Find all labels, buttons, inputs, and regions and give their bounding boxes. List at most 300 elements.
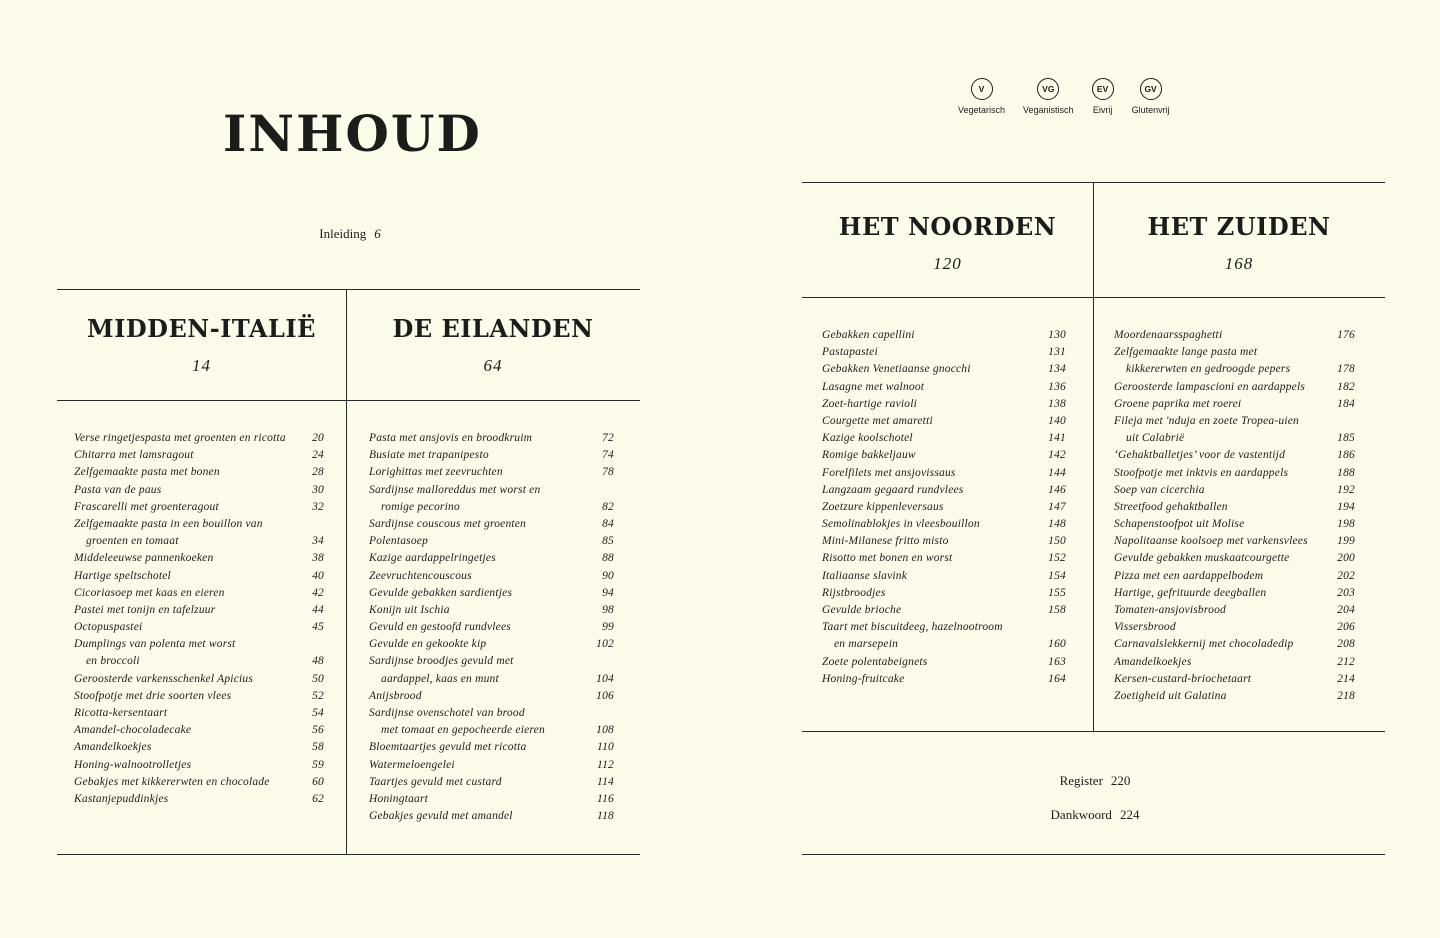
recipe-page: 147 bbox=[1048, 500, 1066, 513]
recipe-name: Frascarelli met groenteragout bbox=[74, 500, 219, 513]
recipe-entry[interactable] bbox=[74, 671, 324, 688]
recipe-name: Carnavalslekkernij met chocoladedip bbox=[1114, 638, 1294, 651]
recipe-entry[interactable] bbox=[74, 482, 324, 499]
divider bbox=[802, 731, 1385, 732]
recipe-entry[interactable] bbox=[822, 344, 1066, 361]
recipe-entry[interactable] bbox=[369, 447, 614, 464]
recipe-name: Streetfood gehaktballen bbox=[1114, 500, 1228, 513]
recipe-name: Busiate met trapanipesto bbox=[369, 449, 489, 462]
recipe-name: Vissersbrood bbox=[1114, 621, 1176, 634]
section-page: 168 bbox=[1224, 254, 1254, 273]
recipe-name: Zelfgemaakte pasta in een bouillon van bbox=[74, 517, 263, 530]
recipe-page: 140 bbox=[1048, 414, 1066, 427]
recipe-name: Octopuspastei bbox=[74, 621, 143, 634]
intro-page: 6 bbox=[374, 226, 381, 241]
recipe-page: 94 bbox=[602, 586, 614, 599]
recipe-page: 136 bbox=[1048, 380, 1066, 393]
recipe-page: 20 bbox=[312, 432, 324, 444]
recipe-page: 141 bbox=[1048, 432, 1066, 445]
recipe-name: Groene paprika met roerei bbox=[1114, 397, 1242, 410]
recipe-name: Geroosterde varkensschenkel Apicius bbox=[74, 672, 254, 685]
recipe-page: 163 bbox=[1048, 655, 1066, 668]
back-matter-page: 220 bbox=[1110, 773, 1131, 788]
recipe-page: 204 bbox=[1337, 604, 1355, 616]
recipe-entry[interactable] bbox=[822, 447, 1066, 464]
recipe-entry[interactable] bbox=[1114, 602, 1355, 619]
recipe-name: Zoete polentabeignets bbox=[822, 655, 928, 668]
diet-legend bbox=[958, 78, 1188, 115]
recipe-name: Courgette met amaretti bbox=[822, 414, 933, 427]
recipe-entry[interactable] bbox=[1114, 636, 1355, 653]
recipe-entry[interactable] bbox=[74, 602, 324, 619]
recipe-name: Honing-fruitcake bbox=[822, 672, 905, 685]
recipe-page: 148 bbox=[1048, 518, 1066, 531]
section-page: 14 bbox=[192, 356, 211, 375]
recipe-name: Gevulde gebakken sardientjes bbox=[369, 586, 513, 599]
recipe-page: 118 bbox=[597, 810, 614, 823]
recipe-entry[interactable] bbox=[74, 791, 324, 808]
recipe-name: Taart met biscuitdeeg, hazelnootroom bbox=[822, 621, 1003, 634]
recipe-entry[interactable] bbox=[369, 533, 614, 550]
recipe-entry[interactable] bbox=[1114, 619, 1355, 636]
recipe-name: Zoet-hartige ravioli bbox=[822, 397, 918, 410]
recipe-page: 30 bbox=[312, 483, 324, 496]
section-title: HET NOORDEN bbox=[838, 212, 1057, 241]
recipe-page: 131 bbox=[1048, 346, 1066, 359]
recipe-name: Polentasoep bbox=[369, 535, 429, 548]
section-header-het-zuiden[interactable] bbox=[1093, 212, 1385, 274]
recipe-name: Mini-Milanese fritto misto bbox=[822, 535, 949, 548]
intro-label: Inleiding bbox=[319, 226, 367, 241]
recipe-name: en marsepein bbox=[834, 638, 899, 651]
divider bbox=[57, 400, 640, 401]
recipe-entry[interactable] bbox=[1114, 482, 1355, 499]
recipe-list-midden-italie bbox=[74, 430, 324, 808]
back-matter-page: 224 bbox=[1119, 807, 1140, 822]
recipe-page: 104 bbox=[596, 672, 614, 685]
recipe-page: 202 bbox=[1337, 569, 1355, 582]
recipe-entry[interactable] bbox=[74, 568, 324, 585]
recipe-entry[interactable] bbox=[822, 430, 1066, 447]
recipe-name: Kersen-custard-briochetaart bbox=[1114, 672, 1252, 685]
recipe-page: 102 bbox=[596, 638, 614, 651]
recipe-page: 84 bbox=[602, 517, 614, 530]
recipe-name: Lasagne met walnoot bbox=[822, 380, 925, 393]
recipe-entry[interactable] bbox=[369, 516, 614, 533]
recipe-page: 110 bbox=[597, 741, 614, 754]
recipe-page: 106 bbox=[596, 689, 614, 702]
recipe-entry[interactable] bbox=[369, 722, 614, 739]
recipe-entry[interactable] bbox=[822, 533, 1066, 550]
recipe-entry[interactable] bbox=[74, 533, 324, 550]
recipe-entry[interactable] bbox=[74, 757, 324, 774]
recipe-page: 42 bbox=[312, 586, 324, 599]
recipe-page: 108 bbox=[596, 724, 614, 737]
recipe-entry[interactable] bbox=[822, 465, 1066, 482]
recipe-name: Honingtaart bbox=[369, 792, 429, 805]
recipe-entry[interactable] bbox=[74, 619, 324, 636]
recipe-name: Moordenaarsspaghetti bbox=[1114, 329, 1223, 341]
recipe-name: Ricotta-kersentaart bbox=[74, 707, 168, 719]
recipe-entry[interactable] bbox=[1114, 688, 1355, 705]
recipe-entry[interactable] bbox=[74, 430, 324, 447]
recipe-name: Gebakken Venetiaanse gnocchi bbox=[822, 363, 971, 376]
recipe-entry[interactable] bbox=[74, 585, 324, 602]
acknowledgements-entry[interactable] bbox=[1000, 807, 1190, 823]
recipe-entry[interactable] bbox=[1114, 344, 1355, 361]
recipe-page: 44 bbox=[312, 603, 324, 616]
recipe-entry[interactable] bbox=[74, 499, 324, 516]
recipe-page: 184 bbox=[1337, 397, 1355, 410]
recipe-page: 160 bbox=[1048, 638, 1066, 651]
recipe-page: 74 bbox=[602, 449, 614, 462]
recipe-entry[interactable] bbox=[369, 464, 614, 481]
recipe-page: 24 bbox=[312, 449, 324, 462]
recipe-entry[interactable] bbox=[369, 585, 614, 602]
recipe-page: 62 bbox=[312, 792, 324, 805]
divider bbox=[57, 854, 640, 855]
recipe-name: Konijn uit Ischia bbox=[369, 603, 450, 616]
recipe-page: 138 bbox=[1048, 397, 1066, 410]
recipe-name: romige pecorino bbox=[381, 500, 460, 513]
recipe-entry[interactable] bbox=[822, 482, 1066, 499]
legend-label: Vegetarisch bbox=[958, 105, 1006, 115]
recipe-name: Pasta met ansjovis en broodkruim bbox=[369, 432, 533, 444]
recipe-entry[interactable] bbox=[822, 361, 1066, 378]
recipe-entry[interactable] bbox=[822, 619, 1066, 636]
recipe-name: Gevulde brioche bbox=[822, 604, 902, 616]
recipe-name: uit Calabrië bbox=[1126, 432, 1185, 445]
recipe-entry[interactable] bbox=[1114, 430, 1355, 447]
recipe-name: Fileja met 'nduja en zoete Tropea-uien bbox=[1114, 414, 1299, 427]
recipe-name: Stoofpotje met inktvis en aardappels bbox=[1114, 466, 1289, 479]
recipe-name: Romige bakkeljauw bbox=[822, 449, 916, 462]
recipe-name: Honing-walnootrolletjes bbox=[74, 758, 192, 771]
recipe-entry[interactable] bbox=[74, 653, 324, 670]
recipe-entry[interactable] bbox=[369, 739, 614, 756]
legend-label: Veganistisch bbox=[1023, 105, 1074, 115]
recipe-entry[interactable] bbox=[74, 739, 324, 756]
section-header-midden-italie[interactable] bbox=[57, 314, 346, 376]
recipe-page: 142 bbox=[1048, 449, 1066, 462]
recipe-name: Sardijnse ovenschotel van brood bbox=[369, 707, 525, 719]
recipe-name: Gevulde gebakken muskaatcourgette bbox=[1114, 552, 1290, 565]
recipe-name: Gevuld en gestoofd rundvlees bbox=[369, 621, 511, 634]
recipe-page: 152 bbox=[1048, 552, 1066, 565]
recipe-name: groenten en tomaat bbox=[86, 535, 179, 548]
recipe-page: 192 bbox=[1337, 483, 1355, 496]
recipe-name: ‘Gehaktballetjes’ voor de vastentijd bbox=[1114, 449, 1286, 462]
recipe-name: Hartige speltschotel bbox=[74, 569, 171, 582]
recipe-entry[interactable] bbox=[1114, 447, 1355, 464]
recipe-page: 58 bbox=[312, 741, 324, 754]
recipe-page: 54 bbox=[312, 707, 324, 719]
recipe-page: 98 bbox=[602, 603, 614, 616]
recipe-entry[interactable] bbox=[822, 327, 1066, 344]
recipe-name: Lorighittas met zeevruchten bbox=[369, 466, 503, 479]
recipe-name: Zelfgemaakte pasta met bonen bbox=[74, 466, 220, 479]
recipe-entry[interactable] bbox=[369, 550, 614, 567]
recipe-page: 164 bbox=[1048, 672, 1066, 685]
recipe-page: 214 bbox=[1337, 672, 1355, 685]
section-title: MIDDEN-ITALIË bbox=[87, 314, 316, 343]
recipe-name: Amandel-chocoladecake bbox=[74, 724, 192, 737]
recipe-page: 199 bbox=[1337, 535, 1355, 548]
recipe-entry[interactable] bbox=[369, 482, 614, 499]
v-icon: V bbox=[971, 78, 993, 100]
recipe-entry[interactable] bbox=[822, 396, 1066, 413]
recipe-name: Risotto met bonen en worst bbox=[822, 552, 953, 565]
recipe-entry[interactable] bbox=[1114, 396, 1355, 413]
recipe-name: Pastapastei bbox=[822, 346, 878, 359]
recipe-page: 78 bbox=[602, 466, 614, 479]
section-header-de-eilanden[interactable] bbox=[346, 314, 640, 376]
recipe-name: Stoofpotje met drie soorten vlees bbox=[74, 689, 232, 702]
recipe-page: 82 bbox=[602, 500, 614, 513]
recipe-page: 50 bbox=[312, 672, 324, 685]
intro-entry[interactable] bbox=[250, 226, 450, 242]
recipe-page: 218 bbox=[1337, 689, 1355, 702]
recipe-name: Verse ringetjespasta met groenten en ricotta bbox=[74, 432, 286, 444]
divider bbox=[802, 854, 1385, 855]
recipe-name: Zelfgemaakte lange pasta met bbox=[1114, 346, 1258, 359]
recipe-page: 150 bbox=[1048, 535, 1066, 548]
recipe-entry[interactable] bbox=[74, 688, 324, 705]
recipe-entry[interactable] bbox=[822, 499, 1066, 516]
recipe-page: 38 bbox=[312, 552, 324, 565]
recipe-entry[interactable] bbox=[74, 550, 324, 567]
legend-label: Eivrij bbox=[1092, 105, 1113, 115]
recipe-name: en broccoli bbox=[86, 655, 140, 668]
recipe-entry[interactable] bbox=[369, 568, 614, 585]
recipe-entry[interactable] bbox=[1114, 671, 1355, 688]
recipe-name: Zoetigheid uit Galatina bbox=[1114, 689, 1227, 702]
recipe-name: Dumplings van polenta met worst bbox=[74, 638, 236, 651]
recipe-entry[interactable] bbox=[369, 602, 614, 619]
recipe-page: 198 bbox=[1337, 518, 1355, 531]
recipe-name: Zeevruchtencouscous bbox=[369, 569, 472, 582]
recipe-entry[interactable] bbox=[1114, 654, 1355, 671]
recipe-name: Chitarra met lamsragout bbox=[74, 449, 194, 462]
recipe-name: Hartige, gefrituurde deegballen bbox=[1114, 586, 1267, 599]
recipe-page: 203 bbox=[1337, 586, 1355, 599]
recipe-entry[interactable] bbox=[822, 379, 1066, 396]
legend-item bbox=[1132, 78, 1170, 115]
recipe-entry[interactable] bbox=[822, 671, 1066, 688]
recipe-entry[interactable] bbox=[1114, 550, 1355, 567]
recipe-page: 154 bbox=[1048, 569, 1066, 582]
legend-item bbox=[1092, 78, 1114, 115]
recipe-page: 182 bbox=[1337, 380, 1355, 393]
recipe-page: 34 bbox=[312, 535, 324, 548]
recipe-entry[interactable] bbox=[74, 636, 324, 653]
recipe-page: 88 bbox=[602, 552, 614, 565]
recipe-page: 28 bbox=[312, 466, 324, 479]
vg-icon: VG bbox=[1037, 78, 1059, 100]
recipe-page: 90 bbox=[602, 569, 614, 582]
recipe-page: 85 bbox=[602, 535, 614, 548]
recipe-name: Gebakjes met kikkererwten en chocolade bbox=[74, 775, 270, 788]
recipe-entry[interactable] bbox=[1114, 327, 1355, 344]
recipe-entry[interactable] bbox=[74, 722, 324, 739]
recipe-entry[interactable] bbox=[822, 602, 1066, 619]
recipe-entry[interactable] bbox=[822, 568, 1066, 585]
recipe-page: 208 bbox=[1337, 638, 1355, 651]
ev-icon: EV bbox=[1092, 78, 1114, 100]
recipe-page: 186 bbox=[1337, 449, 1355, 462]
recipe-page: 155 bbox=[1048, 586, 1066, 599]
recipe-page: 130 bbox=[1048, 329, 1066, 341]
recipe-page: 56 bbox=[312, 724, 324, 737]
recipe-name: Pizza met een aardappelbodem bbox=[1114, 569, 1264, 582]
recipe-entry[interactable] bbox=[822, 654, 1066, 671]
recipe-name: Langzaam gegaard rundvlees bbox=[822, 483, 964, 496]
section-title: DE EILANDEN bbox=[392, 314, 594, 343]
recipe-page: 178 bbox=[1337, 363, 1355, 376]
recipe-page: 176 bbox=[1337, 329, 1355, 341]
back-matter-label: Dankwoord bbox=[1050, 807, 1112, 822]
recipe-entry[interactable] bbox=[822, 516, 1066, 533]
recipe-entry[interactable] bbox=[369, 636, 614, 653]
recipe-entry[interactable] bbox=[74, 774, 324, 791]
recipe-name: Middeleeuwse pannenkoeken bbox=[74, 552, 214, 565]
recipe-name: Schapenstoofpot uit Molise bbox=[1114, 518, 1245, 531]
section-header-het-noorden[interactable] bbox=[802, 212, 1093, 274]
recipe-page: 134 bbox=[1048, 363, 1066, 376]
recipe-page: 200 bbox=[1337, 552, 1355, 565]
recipe-name: Kazige aardappelringetjes bbox=[369, 552, 496, 565]
recipe-entry[interactable] bbox=[1114, 516, 1355, 533]
recipe-name: aardappel, kaas en munt bbox=[381, 672, 499, 685]
recipe-page: 32 bbox=[312, 500, 324, 513]
recipe-entry[interactable] bbox=[1114, 568, 1355, 585]
recipe-page: 158 bbox=[1048, 604, 1066, 616]
section-page: 64 bbox=[483, 356, 503, 375]
recipe-entry[interactable] bbox=[369, 688, 614, 705]
recipe-name: Forelfilets met ansjovissaus bbox=[822, 466, 956, 479]
back-matter-label: Register bbox=[1059, 773, 1103, 788]
recipe-name: Kastanjepuddinkjes bbox=[74, 792, 169, 805]
recipe-name: Pasta van de paus bbox=[74, 483, 162, 496]
recipe-name: Sardijnse malloreddus met worst en bbox=[369, 483, 541, 496]
recipe-entry[interactable] bbox=[369, 705, 614, 722]
register-entry[interactable] bbox=[1000, 773, 1190, 789]
recipe-name: Sardijnse couscous met groenten bbox=[369, 517, 527, 530]
recipe-name: Gebakjes gevuld met amandel bbox=[369, 810, 513, 823]
recipe-name: Cicoriasoep met kaas en eieren bbox=[74, 586, 225, 599]
recipe-entry[interactable] bbox=[822, 413, 1066, 430]
recipe-entry[interactable] bbox=[369, 757, 614, 774]
recipe-name: Gevulde en gekookte kip bbox=[369, 638, 487, 651]
recipe-entry[interactable] bbox=[369, 808, 614, 825]
recipe-name: Watermeloengelei bbox=[369, 758, 455, 771]
recipe-entry[interactable] bbox=[1114, 499, 1355, 516]
recipe-page: 48 bbox=[312, 655, 324, 668]
recipe-name: Gebakken capellini bbox=[822, 329, 915, 341]
recipe-name: Semolinablokjes in vleesbouillon bbox=[822, 518, 980, 531]
recipe-name: Soep van cicerchia bbox=[1114, 483, 1205, 496]
recipe-name: Rijstbroodjes bbox=[822, 586, 886, 599]
recipe-page: 40 bbox=[312, 569, 324, 582]
recipe-entry[interactable] bbox=[74, 705, 324, 722]
recipe-entry[interactable] bbox=[822, 550, 1066, 567]
recipe-list-het-zuiden bbox=[1114, 327, 1355, 705]
gv-icon: GV bbox=[1140, 78, 1162, 100]
recipe-page: 99 bbox=[602, 621, 614, 634]
recipe-entry[interactable] bbox=[822, 585, 1066, 602]
recipe-entry[interactable] bbox=[369, 430, 614, 447]
recipe-name: Anijsbrood bbox=[369, 689, 422, 702]
recipe-entry[interactable] bbox=[1114, 413, 1355, 430]
recipe-name: Bloemtaartjes gevuld met ricotta bbox=[369, 741, 527, 754]
recipe-page: 188 bbox=[1337, 466, 1355, 479]
recipe-entry[interactable] bbox=[74, 447, 324, 464]
recipe-entry[interactable] bbox=[822, 636, 1066, 653]
legend-label: Glutenvrij bbox=[1131, 105, 1170, 115]
recipe-page: 45 bbox=[312, 621, 324, 634]
recipe-name: Sardijnse broodjes gevuld met bbox=[369, 655, 514, 668]
recipe-entry[interactable] bbox=[369, 499, 614, 516]
recipe-name: Pastei met tonijn en tafelzuur bbox=[74, 603, 216, 616]
recipe-page: 206 bbox=[1337, 621, 1355, 634]
recipe-page: 60 bbox=[312, 775, 324, 788]
recipe-entry[interactable] bbox=[369, 791, 614, 808]
recipe-entry[interactable] bbox=[369, 653, 614, 670]
legend-item bbox=[1023, 78, 1074, 115]
recipe-list-het-noorden bbox=[822, 327, 1066, 688]
recipe-page: 212 bbox=[1337, 655, 1355, 668]
page-title: INHOUD bbox=[223, 104, 482, 163]
recipe-name: Kazige koolschotel bbox=[822, 432, 913, 445]
recipe-page: 194 bbox=[1337, 500, 1355, 513]
recipe-page: 144 bbox=[1048, 466, 1066, 479]
recipe-name: Amandelkoekjes bbox=[1114, 655, 1192, 668]
recipe-name: Amandelkoekjes bbox=[74, 741, 152, 754]
recipe-name: Geroosterde lampascioni en aardappels bbox=[1114, 380, 1306, 393]
recipe-entry[interactable] bbox=[369, 774, 614, 791]
legend-item bbox=[958, 78, 1005, 115]
divider bbox=[57, 289, 640, 290]
recipe-page: 112 bbox=[597, 758, 614, 771]
recipe-page: 185 bbox=[1337, 432, 1355, 445]
recipe-page: 146 bbox=[1048, 483, 1066, 496]
recipe-page: 59 bbox=[312, 758, 324, 771]
recipe-name: Tomaten-ansjovisbrood bbox=[1114, 604, 1226, 616]
recipe-name: Zoetzure kippenleversaus bbox=[822, 500, 944, 513]
recipe-page: 72 bbox=[602, 432, 614, 444]
recipe-name: Italiaanse slavink bbox=[822, 569, 908, 582]
recipe-entry[interactable] bbox=[1114, 533, 1355, 550]
section-page: 120 bbox=[933, 254, 962, 273]
recipe-list-de-eilanden bbox=[369, 430, 614, 825]
recipe-entry[interactable] bbox=[1114, 379, 1355, 396]
section-title: HET ZUIDEN bbox=[1147, 212, 1331, 241]
recipe-entry[interactable] bbox=[74, 516, 324, 533]
recipe-page: 114 bbox=[597, 775, 614, 788]
recipe-entry[interactable] bbox=[369, 671, 614, 688]
recipe-entry[interactable] bbox=[74, 464, 324, 481]
recipe-name: kikkererwten en gedroogde pepers bbox=[1126, 363, 1291, 376]
recipe-name: Napolitaanse koolsoep met varkensvlees bbox=[1114, 535, 1308, 548]
recipe-page: 52 bbox=[312, 689, 324, 702]
recipe-entry[interactable] bbox=[1114, 361, 1355, 378]
recipe-name: Taartjes gevuld met custard bbox=[369, 775, 502, 788]
recipe-entry[interactable] bbox=[369, 619, 614, 636]
recipe-entry[interactable] bbox=[1114, 465, 1355, 482]
recipe-page: 116 bbox=[597, 792, 614, 805]
recipe-entry[interactable] bbox=[1114, 585, 1355, 602]
recipe-name: met tomaat en gepocheerde eieren bbox=[381, 724, 545, 737]
